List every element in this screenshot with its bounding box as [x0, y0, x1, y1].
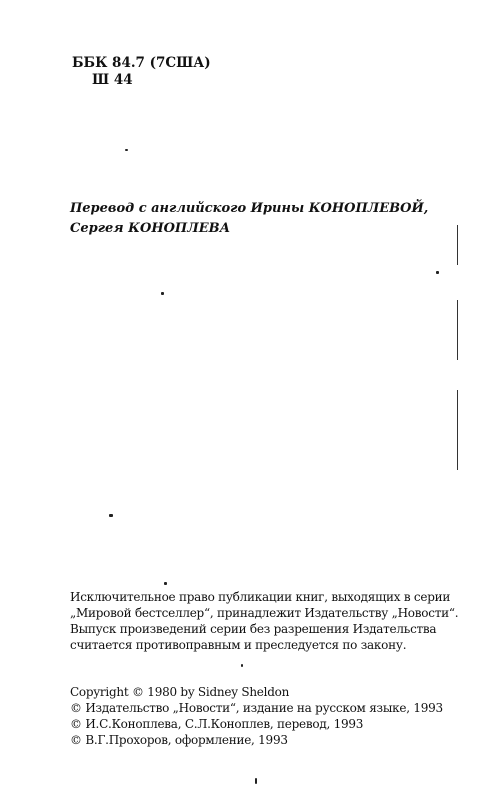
- scan-speck: [164, 582, 167, 585]
- rights-notice-line: Выпуск произведений серии без разрешения Издательства: [70, 622, 437, 636]
- bbk-code: ББК 84.7 (7США): [72, 55, 211, 71]
- rights-notice-line: считается противоправным и преследуется по закону.: [70, 638, 407, 652]
- scan-speck: [436, 271, 439, 274]
- scan-edge-mark: [457, 390, 458, 470]
- translation-credit-line: Перевод с английского Ирины КОНОПЛЕВОЙ,: [70, 201, 429, 216]
- classification-block: [72, 55, 211, 89]
- scan-edge-mark: [457, 300, 458, 360]
- scan-speck: [125, 149, 128, 151]
- copyright-line: © И.С.Коноплева, С.Л.Коноплев, перевод, 1993: [70, 717, 364, 731]
- scan-speck: [161, 292, 164, 295]
- scan-speck: [255, 778, 257, 784]
- scan-speck: [109, 514, 113, 517]
- author-index: Ш 44: [92, 72, 133, 88]
- scan-speck: [241, 664, 243, 667]
- translation-credit-line: Сергея КОНОПЛЕВА: [70, 221, 231, 236]
- rights-notice-line: „Мировой бестселлер“, принадлежит Издательству „Новости“.: [70, 606, 459, 620]
- copyright-line: © В.Г.Прохоров, оформление, 1993: [70, 733, 288, 747]
- rights-notice: [70, 589, 460, 653]
- copyright-block: [70, 684, 460, 748]
- copyright-line: Copyright © 1980 by Sidney Sheldon: [70, 685, 290, 699]
- copyright-line: © Издательство „Новости“, издание на русском языке, 1993: [70, 701, 443, 715]
- scan-edge-mark: [457, 225, 458, 265]
- rights-notice-line: Исключительное право публикации книг, выходящих в серии: [70, 590, 451, 604]
- translation-credit: [70, 199, 440, 239]
